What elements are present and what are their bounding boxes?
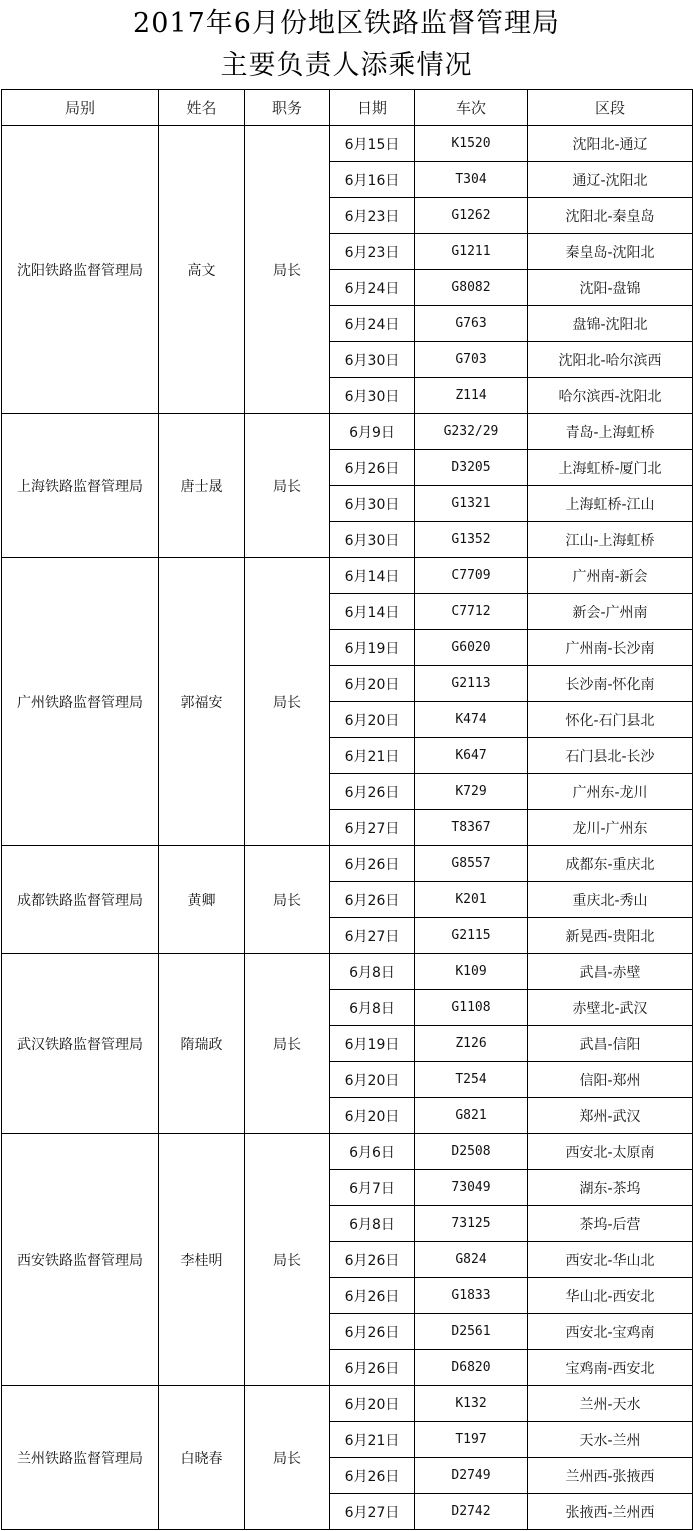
section-cell: 武昌-赤壁 [528,954,693,990]
date-cell: 6月26日 [330,1458,415,1494]
date-cell: 6月30日 [330,486,415,522]
bureau-cell: 广州铁路监督管理局 [2,558,159,846]
section-cell: 广州南-新会 [528,558,693,594]
date-cell: 6月27日 [330,918,415,954]
person-name-cell: 郭福安 [159,558,245,846]
train-cell: G821 [415,1098,528,1134]
date-cell: 6月20日 [330,1386,415,1422]
train-cell: G1833 [415,1278,528,1314]
date-cell: 6月27日 [330,1494,415,1530]
bureau-cell: 兰州铁路监督管理局 [2,1386,159,1530]
table-row [2,1134,693,1170]
section-cell: 上海虹桥-厦门北 [528,450,693,486]
date-cell: 6月20日 [330,666,415,702]
position-cell: 局长 [245,954,330,1134]
header-position: 职务 [245,90,330,126]
train-cell: K474 [415,702,528,738]
date-cell: 6月8日 [330,954,415,990]
section-cell: 沈阳北-哈尔滨西 [528,342,693,378]
section-cell: 武昌-信阳 [528,1026,693,1062]
train-cell: T254 [415,1062,528,1098]
train-cell: G8082 [415,270,528,306]
date-cell: 6月26日 [330,846,415,882]
train-cell: T197 [415,1422,528,1458]
header-train: 车次 [415,90,528,126]
date-cell: 6月26日 [330,1242,415,1278]
train-cell: 73049 [415,1170,528,1206]
section-cell: 西安北-华山北 [528,1242,693,1278]
date-cell: 6月23日 [330,198,415,234]
train-cell: D2561 [415,1314,528,1350]
section-cell: 沈阳-盘锦 [528,270,693,306]
train-cell: G1262 [415,198,528,234]
table-row [2,846,693,882]
date-cell: 6月16日 [330,162,415,198]
date-cell: 6月24日 [330,306,415,342]
date-cell: 6月20日 [330,1098,415,1134]
train-cell: K132 [415,1386,528,1422]
section-cell: 龙川-广州东 [528,810,693,846]
train-cell: G8557 [415,846,528,882]
train-cell: K201 [415,882,528,918]
table-row [2,954,693,990]
header-name: 姓名 [159,90,245,126]
bureau-cell: 武汉铁路监督管理局 [2,954,159,1134]
section-cell: 重庆北-秀山 [528,882,693,918]
section-cell: 沈阳北-秦皇岛 [528,198,693,234]
train-cell: G6020 [415,630,528,666]
date-cell: 6月15日 [330,126,415,162]
date-cell: 6月26日 [330,1314,415,1350]
train-cell: G2113 [415,666,528,702]
train-cell: D3205 [415,450,528,486]
section-cell: 湖东-茶坞 [528,1170,693,1206]
date-cell: 6月14日 [330,594,415,630]
section-cell: 广州东-龙川 [528,774,693,810]
section-cell: 西安北-宝鸡南 [528,1314,693,1350]
date-cell: 6月9日 [330,414,415,450]
section-cell: 兰州西-张掖西 [528,1458,693,1494]
date-cell: 6月30日 [330,522,415,558]
section-cell: 天水-兰州 [528,1422,693,1458]
section-cell: 西安北-太原南 [528,1134,693,1170]
section-cell: 兰州-天水 [528,1386,693,1422]
date-cell: 6月21日 [330,738,415,774]
train-cell: K1520 [415,126,528,162]
header-date: 日期 [330,90,415,126]
section-cell: 沈阳北-通辽 [528,126,693,162]
section-cell: 广州南-长沙南 [528,630,693,666]
train-cell: T8367 [415,810,528,846]
train-cell: K109 [415,954,528,990]
date-cell: 6月26日 [330,450,415,486]
section-cell: 茶坞-后营 [528,1206,693,1242]
date-cell: 6月26日 [330,1278,415,1314]
date-cell: 6月20日 [330,702,415,738]
date-cell: 6月20日 [330,1062,415,1098]
train-cell: D2508 [415,1134,528,1170]
train-cell: Z126 [415,1026,528,1062]
train-cell: D2742 [415,1494,528,1530]
section-cell: 宝鸡南-西安北 [528,1350,693,1386]
section-cell: 成都东-重庆北 [528,846,693,882]
train-cell: C7712 [415,594,528,630]
bureau-cell: 上海铁路监督管理局 [2,414,159,558]
section-cell: 石门县北-长沙 [528,738,693,774]
section-cell: 上海虹桥-江山 [528,486,693,522]
train-cell: G1321 [415,486,528,522]
train-cell: G232/29 [415,414,528,450]
section-cell: 新会-广州南 [528,594,693,630]
section-cell: 秦皇岛-沈阳北 [528,234,693,270]
table-row [2,1386,693,1422]
person-name-cell: 李桂明 [159,1134,245,1386]
train-cell: G1108 [415,990,528,1026]
train-cell: 73125 [415,1206,528,1242]
page-subtitle: 主要负责人添乘情况 [220,50,473,81]
train-cell: D2749 [415,1458,528,1494]
table-row [2,558,693,594]
date-cell: 6月27日 [330,810,415,846]
train-cell: K729 [415,774,528,810]
position-cell: 局长 [245,414,330,558]
date-cell: 6月24日 [330,270,415,306]
section-cell: 青岛-上海虹桥 [528,414,693,450]
person-name-cell: 白晓春 [159,1386,245,1530]
position-cell: 局长 [245,558,330,846]
train-cell: K647 [415,738,528,774]
date-cell: 6月26日 [330,774,415,810]
section-cell: 盘锦-沈阳北 [528,306,693,342]
page-title: 2017年6月份地区铁路监督管理局 [133,8,560,39]
train-cell: G1352 [415,522,528,558]
bureau-cell: 西安铁路监督管理局 [2,1134,159,1386]
train-cell: G763 [415,306,528,342]
section-cell: 通辽-沈阳北 [528,162,693,198]
date-cell: 6月21日 [330,1422,415,1458]
section-cell: 新晃西-贵阳北 [528,918,693,954]
date-cell: 6月14日 [330,558,415,594]
bureau-cell: 成都铁路监督管理局 [2,846,159,954]
bureau-cell: 沈阳铁路监督管理局 [2,126,159,414]
person-name-cell: 高文 [159,126,245,414]
section-cell: 信阳-郑州 [528,1062,693,1098]
section-cell: 长沙南-怀化南 [528,666,693,702]
section-cell: 怀化-石门县北 [528,702,693,738]
train-cell: Z114 [415,378,528,414]
section-cell: 张掖西-兰州西 [528,1494,693,1530]
section-cell: 华山北-西安北 [528,1278,693,1314]
train-cell: G703 [415,342,528,378]
train-cell: G2115 [415,918,528,954]
position-cell: 局长 [245,1134,330,1386]
date-cell: 6月6日 [330,1134,415,1170]
train-cell: C7709 [415,558,528,594]
date-cell: 6月30日 [330,342,415,378]
section-cell: 哈尔滨西-沈阳北 [528,378,693,414]
inspection-table [1,89,693,1530]
person-name-cell: 隋瑞政 [159,954,245,1134]
date-cell: 6月8日 [330,990,415,1026]
header-bureau: 局别 [2,90,159,126]
train-cell: G824 [415,1242,528,1278]
date-cell: 6月8日 [330,1206,415,1242]
date-cell: 6月19日 [330,1026,415,1062]
section-cell: 郑州-武汉 [528,1098,693,1134]
table-row [2,126,693,162]
header-section: 区段 [528,90,693,126]
section-cell: 江山-上海虹桥 [528,522,693,558]
train-cell: D6820 [415,1350,528,1386]
position-cell: 局长 [245,126,330,414]
position-cell: 局长 [245,846,330,954]
date-cell: 6月7日 [330,1170,415,1206]
table-row [2,414,693,450]
date-cell: 6月30日 [330,378,415,414]
train-cell: T304 [415,162,528,198]
person-name-cell: 唐士晟 [159,414,245,558]
header-row [2,90,693,126]
position-cell: 局长 [245,1386,330,1530]
section-cell: 赤壁北-武汉 [528,990,693,1026]
date-cell: 6月19日 [330,630,415,666]
date-cell: 6月26日 [330,1350,415,1386]
date-cell: 6月23日 [330,234,415,270]
date-cell: 6月26日 [330,882,415,918]
person-name-cell: 黄卿 [159,846,245,954]
table-body [2,126,693,1530]
train-cell: G1211 [415,234,528,270]
